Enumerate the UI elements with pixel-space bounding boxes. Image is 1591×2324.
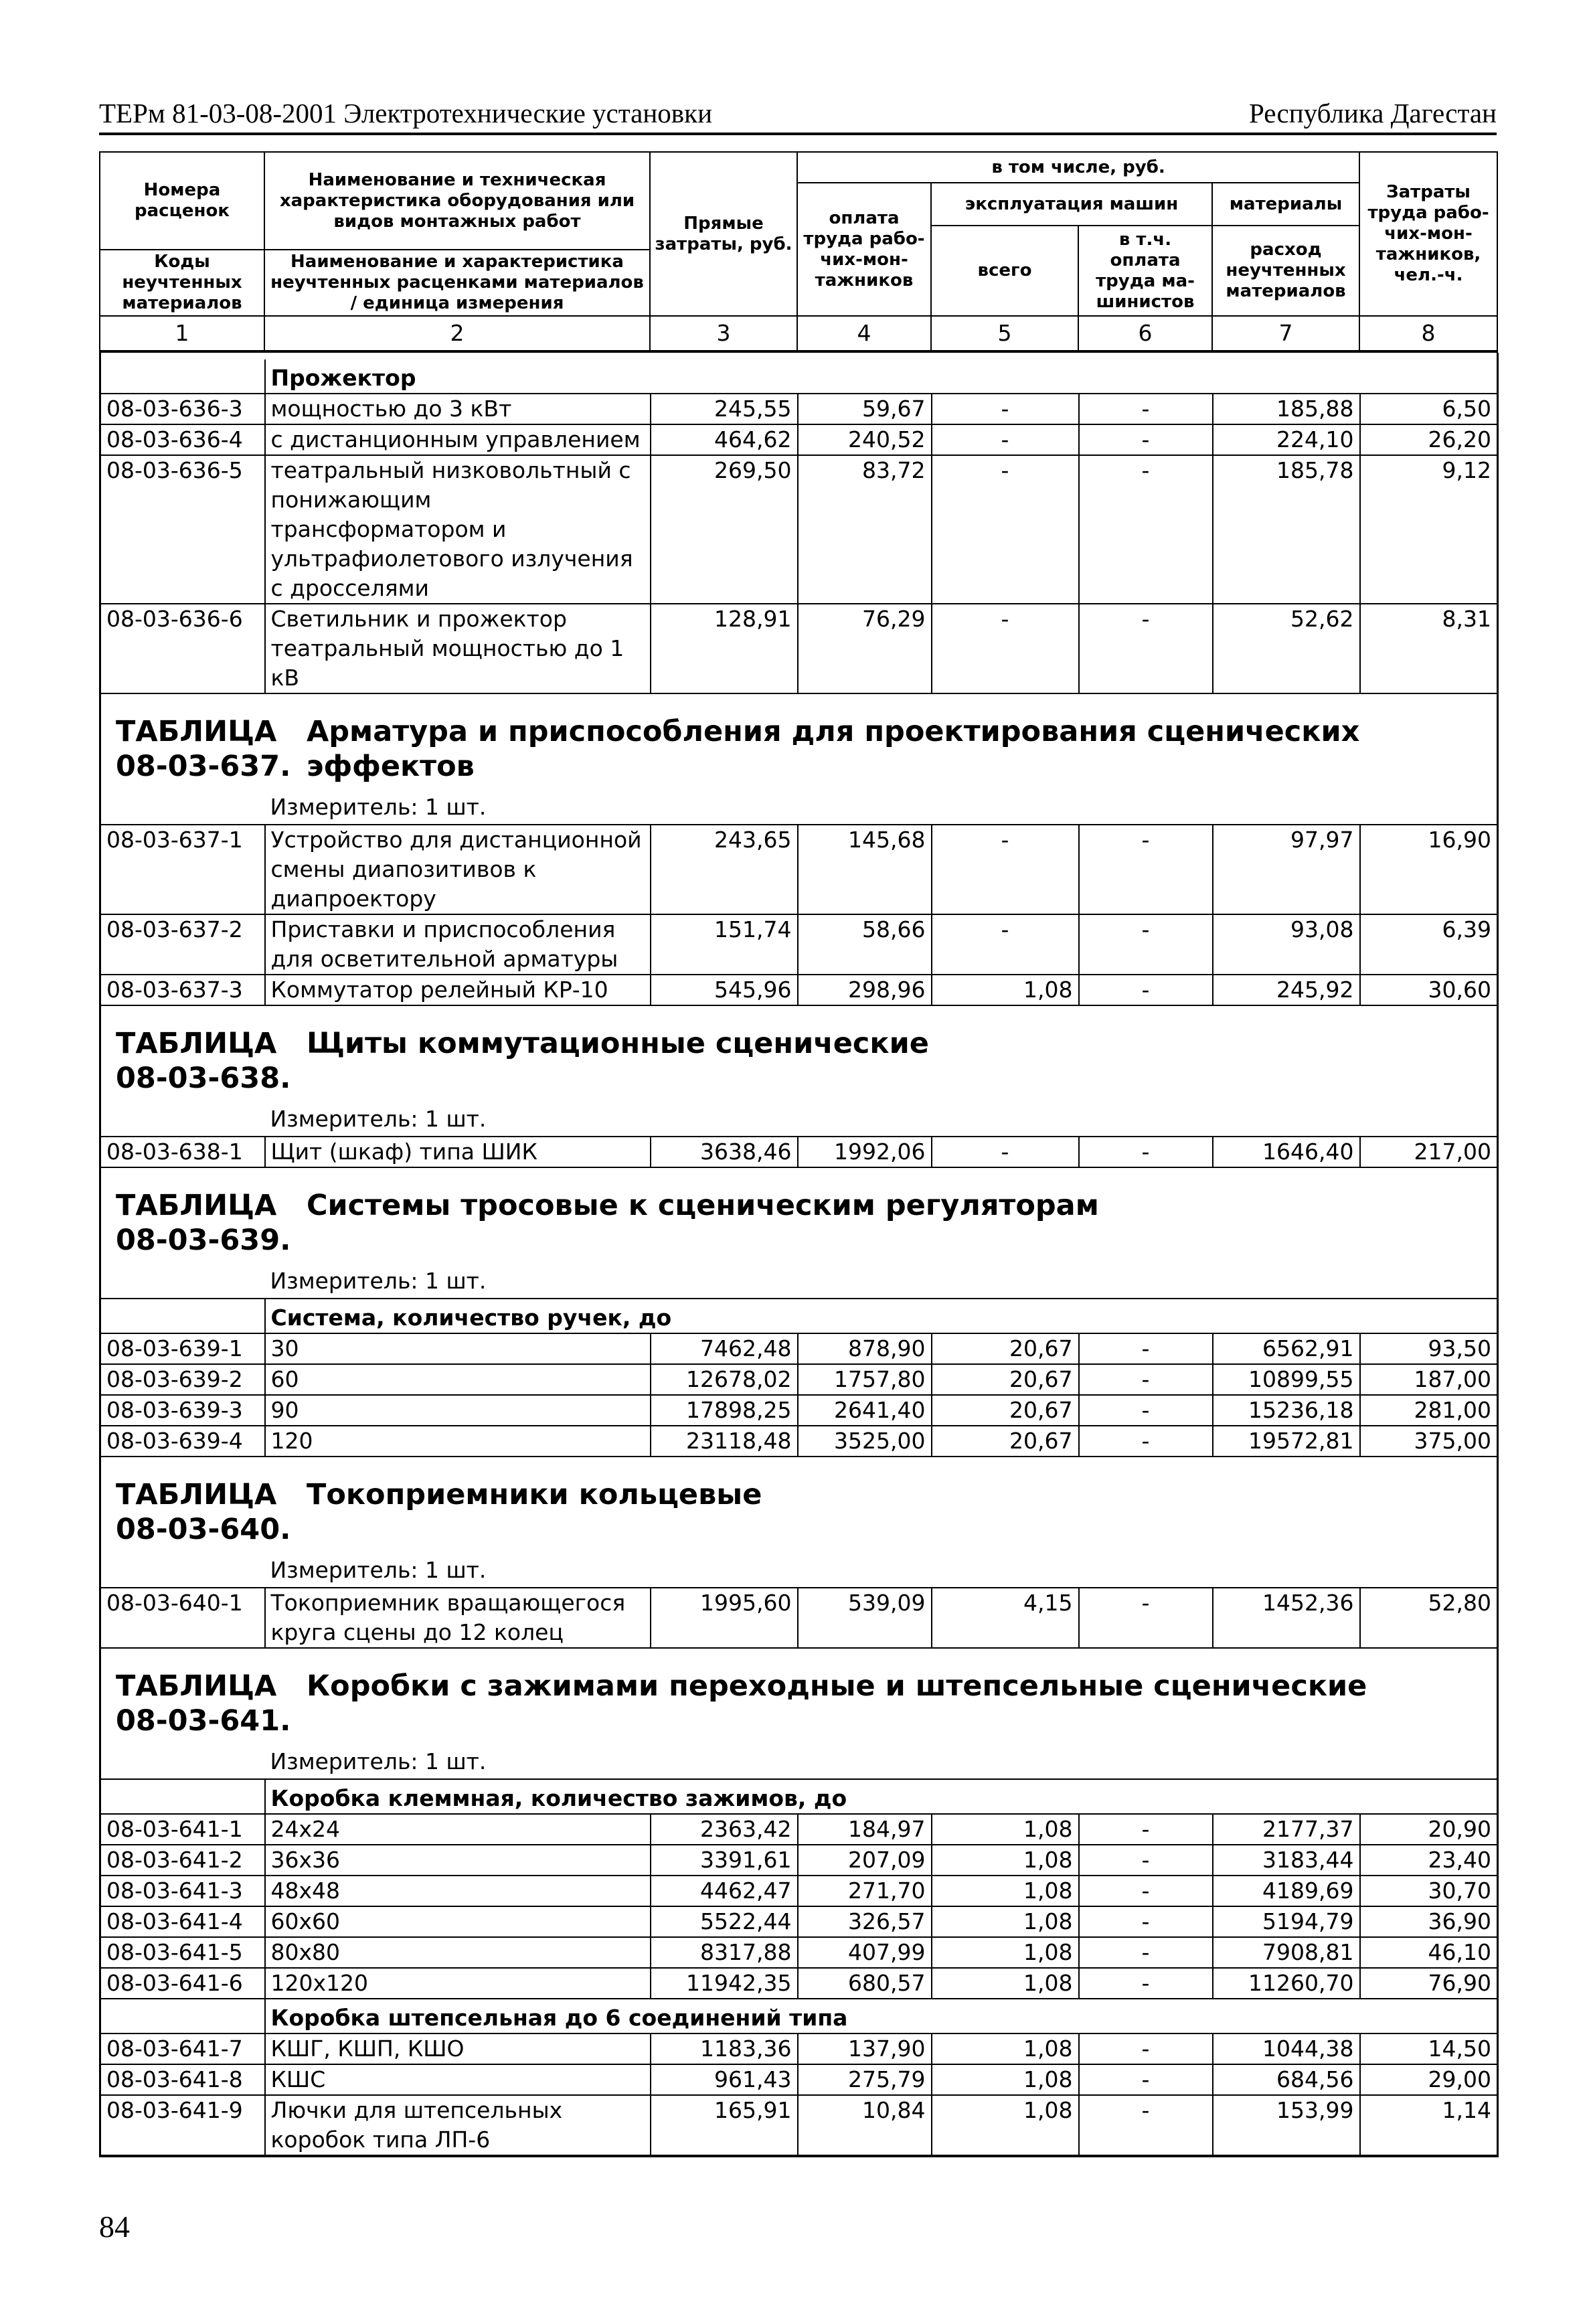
- table-number: ТАБЛИЦА 08-03-638.: [116, 1027, 291, 1095]
- measure-unit: [100, 789, 1498, 825]
- work-name: 36х36: [265, 1845, 651, 1876]
- rate-row: [100, 1814, 1498, 1845]
- direct-cost: 243,65: [651, 825, 798, 914]
- machines-cost: 20,67: [932, 1333, 1079, 1364]
- direct-cost: 151,74: [651, 914, 798, 975]
- machinist-pay: -: [1079, 975, 1213, 1005]
- rate-row: [100, 825, 1498, 914]
- machines-cost: 20,67: [932, 1395, 1079, 1426]
- machines-cost: 1,08: [932, 1937, 1079, 1968]
- spacer-row: [100, 1005, 1498, 1013]
- machines-cost: -: [932, 914, 1079, 975]
- subgroup-header: [100, 359, 1498, 394]
- table-name: Арматура и приспособления для проектирования сценических эффектов: [307, 715, 1360, 783]
- labor-pay: 137,90: [798, 2033, 932, 2064]
- materials-cost: 11260,70: [1213, 1968, 1360, 1999]
- rate-row: [100, 975, 1498, 1005]
- materials-cost: 245,92: [1213, 975, 1360, 1005]
- header-materials: материалы: [1212, 183, 1359, 226]
- work-name: КШГ, КШП, КШО: [265, 2033, 651, 2064]
- spacer-row: [100, 693, 1498, 701]
- machines-cost: -: [932, 825, 1079, 914]
- materials-cost: 1452,36: [1213, 1588, 1360, 1648]
- labor-hours: 30,70: [1360, 1876, 1498, 1906]
- table-name: Коробки с зажимами переходные и штепсельные сценические: [307, 1669, 1367, 1703]
- machinist-pay: -: [1079, 1588, 1213, 1648]
- machines-cost: 20,67: [932, 1364, 1079, 1395]
- labor-hours: 26,20: [1360, 424, 1498, 455]
- materials-cost: 19572,81: [1213, 1426, 1360, 1457]
- rate-row: [100, 1876, 1498, 1906]
- work-name: 120х120: [265, 1968, 651, 1999]
- table-title: [100, 1464, 1498, 1552]
- rate-row: [100, 1364, 1498, 1395]
- machinist-pay: -: [1079, 1137, 1213, 1167]
- rate-row: [100, 1906, 1498, 1937]
- rate-row: [100, 455, 1498, 604]
- machinist-pay: -: [1079, 1395, 1213, 1426]
- machinist-pay: -: [1079, 2095, 1213, 2156]
- labor-pay: 145,68: [798, 825, 932, 914]
- rate-code: 08-03-637-3: [100, 975, 265, 1005]
- table-number: ТАБЛИЦА 08-03-640.: [116, 1478, 291, 1546]
- header-including: в том числе, руб.: [797, 152, 1359, 183]
- labor-hours: 14,50: [1360, 2033, 1498, 2064]
- work-name: 30: [265, 1333, 651, 1364]
- rate-code: 08-03-641-9: [100, 2095, 265, 2156]
- subgroup-label: Система, количество ручек, до: [265, 1299, 1498, 1333]
- machinist-pay: -: [1079, 1426, 1213, 1457]
- direct-cost: 245,55: [651, 394, 798, 424]
- labor-pay: 58,66: [798, 914, 932, 975]
- rate-code: 08-03-641-5: [100, 1937, 265, 1968]
- machines-cost: 1,08: [932, 2095, 1079, 2156]
- materials-cost: 5194,79: [1213, 1906, 1360, 1937]
- work-name: Устройство для дистанционной смены диапозитивов к диапроектору: [265, 825, 651, 914]
- machines-cost: 1,08: [932, 2064, 1079, 2095]
- labor-pay: 407,99: [798, 1937, 932, 1968]
- labor-hours: 375,00: [1360, 1426, 1498, 1457]
- materials-cost: 4189,69: [1213, 1876, 1360, 1906]
- header-labor-pay: оплата труда рабо-чих-мон-тажников: [797, 183, 931, 316]
- spacer-row: [100, 353, 1498, 359]
- machines-cost: 1,08: [932, 2033, 1079, 2064]
- column-number: 1: [100, 316, 264, 351]
- subgroup-header: [100, 1999, 1498, 2033]
- materials-cost: 1646,40: [1213, 1137, 1360, 1167]
- table-number: ТАБЛИЦА 08-03-639.: [116, 1189, 291, 1257]
- direct-cost: 3391,61: [651, 1845, 798, 1876]
- direct-cost: 5522,44: [651, 1906, 798, 1937]
- labor-hours: 8,31: [1360, 604, 1498, 693]
- labor-pay: 3525,00: [798, 1426, 932, 1457]
- rate-code: 08-03-641-6: [100, 1968, 265, 1999]
- table-title: [100, 701, 1498, 789]
- measure-unit-label: Измеритель: 1 шт.: [265, 1101, 1498, 1137]
- measure-unit-label: Измеритель: 1 шт.: [265, 1263, 1498, 1299]
- direct-cost: 7462,48: [651, 1333, 798, 1364]
- document-title: ТЕРм 81-03-08-2001 Электротехнические установки: [99, 98, 713, 129]
- labor-pay: 2641,40: [798, 1395, 932, 1426]
- rate-code: 08-03-636-3: [100, 394, 265, 424]
- direct-cost: 12678,02: [651, 1364, 798, 1395]
- table-title: [100, 1013, 1498, 1101]
- direct-cost: 961,43: [651, 2064, 798, 2095]
- rate-row: [100, 1137, 1498, 1167]
- labor-hours: 1,14: [1360, 2095, 1498, 2156]
- table-name: Токоприемники кольцевые: [307, 1478, 762, 1511]
- materials-cost: 6562,91: [1213, 1333, 1360, 1364]
- table-name: Системы тросовые к сценическим регуляторам: [307, 1189, 1099, 1222]
- labor-pay: 10,84: [798, 2095, 932, 2156]
- direct-cost: 8317,88: [651, 1937, 798, 1968]
- running-header: [99, 92, 1497, 134]
- measure-unit: [100, 1744, 1498, 1779]
- machinist-pay: -: [1079, 1968, 1213, 1999]
- measure-unit: [100, 1263, 1498, 1299]
- materials-cost: 224,10: [1213, 424, 1360, 455]
- page-number: 84: [99, 2210, 130, 2244]
- rate-code: 08-03-640-1: [100, 1588, 265, 1648]
- machinist-pay: -: [1079, 914, 1213, 975]
- labor-pay: 680,57: [798, 1968, 932, 1999]
- rate-row: [100, 1845, 1498, 1876]
- header-machines-total: всего: [931, 226, 1078, 316]
- machines-cost: -: [932, 424, 1079, 455]
- spacer-row: [100, 1167, 1498, 1175]
- labor-pay: 539,09: [798, 1588, 932, 1648]
- rate-row: [100, 1395, 1498, 1426]
- machinist-pay: -: [1079, 2033, 1213, 2064]
- column-number: 6: [1078, 316, 1212, 351]
- labor-pay: 1757,80: [798, 1364, 932, 1395]
- materials-cost: 15236,18: [1213, 1395, 1360, 1426]
- rate-code: 08-03-638-1: [100, 1137, 265, 1167]
- labor-pay: 275,79: [798, 2064, 932, 2095]
- machinist-pay: -: [1079, 1364, 1213, 1395]
- rate-code: 08-03-639-4: [100, 1426, 265, 1457]
- direct-cost: 4462,47: [651, 1876, 798, 1906]
- direct-cost: 17898,25: [651, 1395, 798, 1426]
- materials-cost: 1044,38: [1213, 2033, 1360, 2064]
- work-name: Приставки и приспособления для осветительной арматуры: [265, 914, 651, 975]
- subgroup-header: [100, 1299, 1498, 1333]
- subgroup-label: Прожектор: [265, 359, 1498, 394]
- machines-cost: 1,08: [932, 975, 1079, 1005]
- machinist-pay: -: [1079, 1906, 1213, 1937]
- labor-hours: 46,10: [1360, 1937, 1498, 1968]
- labor-hours: 187,00: [1360, 1364, 1498, 1395]
- table-number: ТАБЛИЦА 08-03-637.: [116, 715, 291, 783]
- subgroup-label: Коробка клеммная, количество зажимов, до: [265, 1779, 1498, 1814]
- rate-code: 08-03-639-1: [100, 1333, 265, 1364]
- rate-code: 08-03-639-2: [100, 1364, 265, 1395]
- labor-hours: 16,90: [1360, 825, 1498, 914]
- work-name: Щит (шкаф) типа ШИК: [265, 1137, 651, 1167]
- header-direct-costs: Прямые затраты, руб.: [650, 152, 797, 316]
- labor-hours: 76,90: [1360, 1968, 1498, 1999]
- materials-cost: 153,99: [1213, 2095, 1360, 2156]
- direct-cost: 1995,60: [651, 1588, 798, 1648]
- materials-cost: 185,88: [1213, 394, 1360, 424]
- rates-table-area: [99, 151, 1497, 2157]
- machines-cost: 1,08: [932, 1906, 1079, 1937]
- materials-cost: 52,62: [1213, 604, 1360, 693]
- rates-table-body: [99, 353, 1499, 2157]
- rate-code: 08-03-641-1: [100, 1814, 265, 1845]
- column-number: 7: [1212, 316, 1359, 351]
- labor-pay: 1992,06: [798, 1137, 932, 1167]
- rate-code: 08-03-636-4: [100, 424, 265, 455]
- direct-cost: 545,96: [651, 975, 798, 1005]
- table-number: ТАБЛИЦА 08-03-641.: [116, 1669, 291, 1738]
- direct-cost: 3638,46: [651, 1137, 798, 1167]
- materials-cost: 2177,37: [1213, 1814, 1360, 1845]
- machinist-pay: -: [1079, 455, 1213, 604]
- rate-row: [100, 394, 1498, 424]
- materials-cost: 185,78: [1213, 455, 1360, 604]
- work-name: 60: [265, 1364, 651, 1395]
- machinist-pay: -: [1079, 424, 1213, 455]
- machinist-pay: -: [1079, 825, 1213, 914]
- measure-unit-label: Измеритель: 1 шт.: [265, 1744, 1498, 1779]
- direct-cost: 165,91: [651, 2095, 798, 2156]
- machinist-pay: -: [1079, 1814, 1213, 1845]
- labor-hours: 6,50: [1360, 394, 1498, 424]
- spacer-row: [100, 1457, 1498, 1464]
- rate-code: 08-03-636-6: [100, 604, 265, 693]
- machines-cost: 1,08: [932, 1968, 1079, 1999]
- materials-cost: 93,08: [1213, 914, 1360, 975]
- rate-row: [100, 2095, 1498, 2156]
- work-name: 120: [265, 1426, 651, 1457]
- labor-pay: 878,90: [798, 1333, 932, 1364]
- work-name: Лючки для штепсельных коробок типа ЛП-6: [265, 2095, 651, 2156]
- measure-unit: [100, 1552, 1498, 1588]
- header-rule: [99, 133, 1497, 135]
- rate-code: 08-03-636-5: [100, 455, 265, 604]
- spacer-row: [100, 1648, 1498, 1655]
- column-number: 5: [931, 316, 1078, 351]
- machines-cost: 1,08: [932, 1876, 1079, 1906]
- table-title: [100, 1175, 1498, 1263]
- machinist-pay: -: [1079, 1876, 1213, 1906]
- column-number: 2: [264, 316, 650, 351]
- work-name: 60х60: [265, 1906, 651, 1937]
- work-name: с дистанционным управлением: [265, 424, 651, 455]
- work-name: театральный низковольтный с понижающим трансформатором и ультрафиолетового излучения с дросселями: [265, 455, 651, 604]
- header-work-name: Наименование и техническая характеристика оборудования или видов монтажных работ: [264, 152, 650, 250]
- labor-hours: 52,80: [1360, 1588, 1498, 1648]
- rate-row: [100, 1937, 1498, 1968]
- column-number: 3: [650, 316, 797, 351]
- column-header-table: [99, 151, 1498, 353]
- header-material-codes: Коды неучтенных материалов: [100, 250, 264, 316]
- machines-cost: 1,08: [932, 1814, 1079, 1845]
- rate-code: 08-03-641-7: [100, 2033, 265, 2064]
- column-number: 8: [1359, 316, 1497, 351]
- rate-code: 08-03-637-2: [100, 914, 265, 975]
- rate-row: [100, 1588, 1498, 1648]
- labor-hours: 281,00: [1360, 1395, 1498, 1426]
- materials-cost: 97,97: [1213, 825, 1360, 914]
- labor-pay: 83,72: [798, 455, 932, 604]
- labor-hours: 23,40: [1360, 1845, 1498, 1876]
- header-materials-use: расход неучтенных материалов: [1212, 226, 1359, 316]
- materials-cost: 3183,44: [1213, 1845, 1360, 1876]
- table-bottom-rule: [100, 2156, 1498, 2157]
- direct-cost: 269,50: [651, 455, 798, 604]
- direct-cost: 2363,42: [651, 1814, 798, 1845]
- machines-cost: -: [932, 394, 1079, 424]
- column-number: 4: [797, 316, 931, 351]
- header-rate-codes: Номера расценок: [100, 152, 264, 250]
- labor-pay: 326,57: [798, 1906, 932, 1937]
- subgroup-header: [100, 1779, 1498, 1814]
- work-name: Коммутатор релейный КР-10: [265, 975, 651, 1005]
- machinist-pay: -: [1079, 604, 1213, 693]
- machinist-pay: -: [1079, 1845, 1213, 1876]
- header-material-names: Наименование и характеристика неучтенных расценками материалов / единица измерения: [264, 250, 650, 316]
- rate-row: [100, 604, 1498, 693]
- rate-row: [100, 424, 1498, 455]
- work-name: 90: [265, 1395, 651, 1426]
- machines-cost: 4,15: [932, 1588, 1079, 1648]
- labor-pay: 207,09: [798, 1845, 932, 1876]
- rate-code: 08-03-637-1: [100, 825, 265, 914]
- labor-hours: 93,50: [1360, 1333, 1498, 1364]
- work-name: мощностью до 3 кВт: [265, 394, 651, 424]
- labor-pay: 59,67: [798, 394, 932, 424]
- machinist-pay: -: [1079, 2064, 1213, 2095]
- labor-hours: 217,00: [1360, 1137, 1498, 1167]
- work-name: КШС: [265, 2064, 651, 2095]
- materials-cost: 684,56: [1213, 2064, 1360, 2095]
- materials-cost: 10899,55: [1213, 1364, 1360, 1395]
- measure-unit: [100, 1101, 1498, 1137]
- rate-code: 08-03-641-4: [100, 1906, 265, 1937]
- rate-code: 08-03-641-2: [100, 1845, 265, 1876]
- rate-row: [100, 2064, 1498, 2095]
- table-name: Щиты коммутационные сценические: [307, 1027, 929, 1060]
- machinist-pay: -: [1079, 1937, 1213, 1968]
- labor-hours: 30,60: [1360, 975, 1498, 1005]
- machines-cost: 20,67: [932, 1426, 1079, 1457]
- labor-hours: 36,90: [1360, 1906, 1498, 1937]
- rate-row: [100, 2033, 1498, 2064]
- measure-unit-label: Измеритель: 1 шт.: [265, 789, 1498, 825]
- rate-row: [100, 914, 1498, 975]
- work-name: 48х48: [265, 1876, 651, 1906]
- table-title: [100, 1655, 1498, 1744]
- rate-row: [100, 1333, 1498, 1364]
- header-labor-costs: Затраты труда рабо-чих-мон-тажников, чел.-ч.: [1359, 152, 1497, 316]
- labor-hours: 29,00: [1360, 2064, 1498, 2095]
- header-machines: эксплуатация машин: [931, 183, 1212, 226]
- work-name: 24х24: [265, 1814, 651, 1845]
- direct-cost: 11942,35: [651, 1968, 798, 1999]
- work-name: 80х80: [265, 1937, 651, 1968]
- work-name: Светильник и прожектор театральный мощностью до 1 кВ: [265, 604, 651, 693]
- region-name: Республика Дагестан: [1249, 98, 1497, 129]
- labor-hours: 9,12: [1360, 455, 1498, 604]
- machines-cost: -: [932, 1137, 1079, 1167]
- labor-hours: 6,39: [1360, 914, 1498, 975]
- labor-pay: 76,29: [798, 604, 932, 693]
- machinist-pay: -: [1079, 1333, 1213, 1364]
- machines-cost: -: [932, 604, 1079, 693]
- labor-pay: 240,52: [798, 424, 932, 455]
- rate-code: 08-03-641-3: [100, 1876, 265, 1906]
- direct-cost: 464,62: [651, 424, 798, 455]
- measure-unit-label: Измеритель: 1 шт.: [265, 1552, 1498, 1588]
- rate-row: [100, 1968, 1498, 1999]
- rate-code: 08-03-641-8: [100, 2064, 265, 2095]
- direct-cost: 1183,36: [651, 2033, 798, 2064]
- labor-pay: 184,97: [798, 1814, 932, 1845]
- labor-pay: 298,96: [798, 975, 932, 1005]
- direct-cost: 23118,48: [651, 1426, 798, 1457]
- machines-cost: 1,08: [932, 1845, 1079, 1876]
- rate-row: [100, 1426, 1498, 1457]
- labor-hours: 20,90: [1360, 1814, 1498, 1845]
- subgroup-label: Коробка штепсельная до 6 соединений типа: [265, 1999, 1498, 2033]
- machinist-pay: -: [1079, 394, 1213, 424]
- materials-cost: 7908,81: [1213, 1937, 1360, 1968]
- rate-code: 08-03-639-3: [100, 1395, 265, 1426]
- labor-pay: 271,70: [798, 1876, 932, 1906]
- direct-cost: 128,91: [651, 604, 798, 693]
- header-machinist-pay: в т.ч. оплата труда ма-шинистов: [1078, 226, 1212, 316]
- work-name: Токоприемник вращающегося круга сцены до 12 колец: [265, 1588, 651, 1648]
- machines-cost: -: [932, 455, 1079, 604]
